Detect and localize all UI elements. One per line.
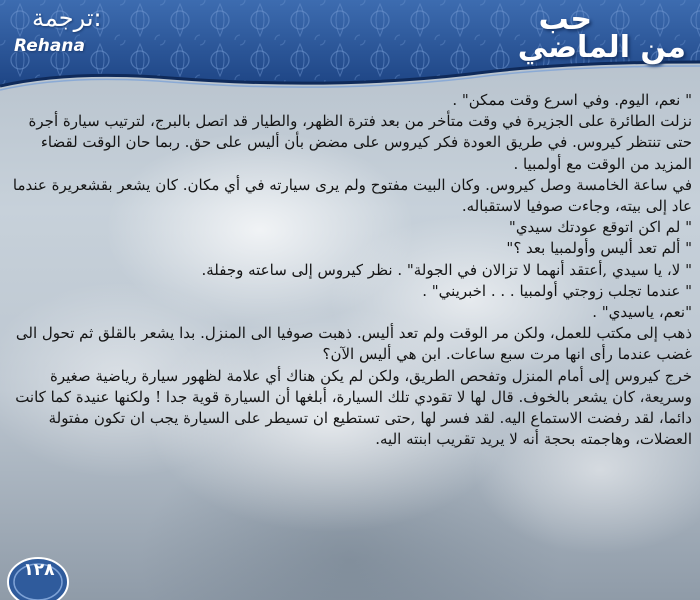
translator-name: Rehana [14, 36, 85, 56]
paragraph: " ألم تعد أليس وأولمبيا بعد ؟" [506, 239, 692, 258]
page-number: ١٢٨ [23, 560, 55, 580]
paragraph: " نعم، اليوم. وفي اسرع وقت ممكن" . [452, 91, 692, 109]
paragraph: خرج كيروس إلى أمام المنزل وتفحص الطريق، ولكن لم يكن هناك أي علامة لظهور سيارة رياضية صغيرة وسريعة، كان يشعر بالخوف. قال لها لا تقودي تلك السيارة، أبلغها أن السيارة قوية جدا ! ولكنها عنيدة كما كانت دائما، لقد رفضت الاستماع اليه. لقد فسر لها ,حتى تستطيع ان تسيطر على السيارة يجب ان تكون مفتولة العضلات، وهاجمته بحجة أنه لا يريد تقريب ابنته اليه. [15, 366, 692, 449]
paragraph: نزلت الطائرة على الجزيرة في وقت متأخر من بعد فترة الظهر، والطيار قد اتصل بالبرج، لترتيب سيارة أجرة حتى تنتظر كيروس. في طريق العودة فكر كيروس على مضض بأن أليس على حق. ربما حان الوقت لقضاء المزيد من الوقت مع أولمبيا . [28, 112, 692, 173]
paragraph: ذهب إلى مكتب للعمل، ولكن مر الوقت ولم تعد أليس. ذهبت صوفيا الى المنزل. بدا يشعر بالقلق ثم تحول الى غضب عندما رأى انها مرت سبع ساعات. ابن هي أليس الآن؟ [15, 324, 692, 364]
story-title-line1: حب [538, 2, 592, 37]
header-banner [0, 0, 700, 92]
story-title-line2: من الماضي [517, 30, 686, 65]
story-text [10, 90, 692, 450]
paragraph: "نعم، ياسيدي" . [592, 303, 692, 322]
paragraph: " لا، يا سيدي ,أعتقد أنهما لا تزالان في الجولة" . نظر كيروس إلى ساعته وجفلة. [201, 260, 692, 279]
translation-label: ترجمة: [32, 4, 102, 32]
paragraph: " لم اكن اتوقع عودتك سيدي" [508, 218, 692, 237]
paragraph: " عندما تجلب زوجتي أولمبيا . . . اخبريني" . [422, 281, 692, 300]
paragraph: في ساعة الخامسة وصل كيروس. وكان البيت مفتوح ولم يرى سيارته في أي مكان. كان يشعر بقشعريرة عندما عاد إلى بيته، وجاءت صوفيا لاستقباله. [12, 175, 692, 216]
